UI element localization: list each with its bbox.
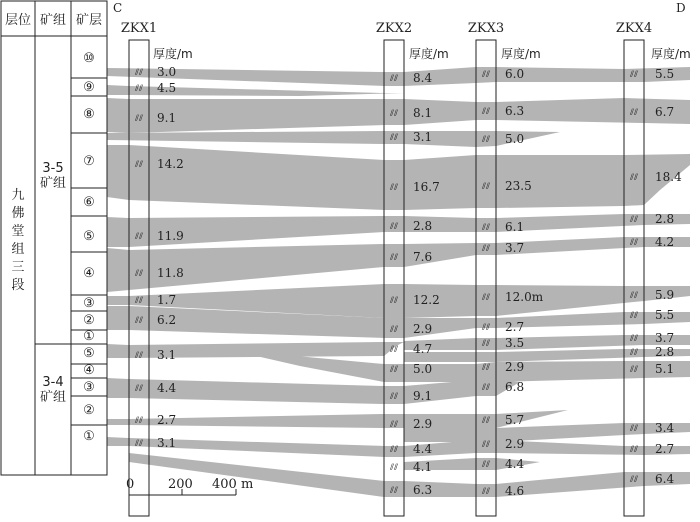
ore-layer-number: ④ <box>83 363 95 378</box>
thickness-value: 6.0 <box>505 67 525 81</box>
seam-hatch-mark: ⫽⫽ <box>389 420 399 430</box>
thickness-value: 2.7 <box>157 413 177 427</box>
thickness-value: 3.7 <box>655 331 675 345</box>
seam-hatch-mark: ⫽⫽ <box>481 244 491 254</box>
thickness-value: 6.3 <box>505 104 525 118</box>
thickness-value: 4.6 <box>505 484 525 498</box>
seam-band <box>107 131 560 147</box>
seam-hatch-mark: ⫽⫽ <box>134 232 144 242</box>
seam-hatch-mark: ⫽⫽ <box>389 133 399 143</box>
seam-band <box>404 349 690 362</box>
thickness-value: 18.4 <box>655 170 682 184</box>
ore-seams <box>107 67 690 497</box>
ore-layer-number: ③ <box>83 296 95 311</box>
seam-hatch-mark: ⫽⫽ <box>629 424 639 434</box>
seam-hatch-mark: ⫽⫽ <box>389 296 399 306</box>
seam-hatch-mark: ⫽⫽ <box>481 487 491 497</box>
thickness-value: 9.1 <box>413 389 433 403</box>
ore-layer-number: ① <box>83 429 95 444</box>
seam-hatch-mark: ⫽⫽ <box>481 416 491 426</box>
seam-hatch-mark: ⫽⫽ <box>481 182 491 192</box>
thickness-value: 4.4 <box>505 457 525 471</box>
seam-band <box>107 85 404 96</box>
scale-labels <box>126 477 253 492</box>
ore-layer-number: ② <box>83 403 95 418</box>
ore-layer-number: ⑥ <box>83 195 95 210</box>
seam-hatch-mark: ⫽⫽ <box>389 325 399 335</box>
thickness-value: 5.0 <box>505 132 525 146</box>
thickness-value: 5.1 <box>655 362 675 376</box>
thickness-header: 厚度/m <box>501 47 541 61</box>
ore-group-label: 3-5 <box>42 161 64 176</box>
thickness-header: 厚度/m <box>153 47 193 61</box>
seam-band <box>404 335 690 350</box>
seam-hatch-mark: ⫽⫽ <box>629 70 639 80</box>
formation-char: 三 <box>11 260 25 275</box>
ore-group-label: 矿组 <box>39 176 67 191</box>
seam-hatch-mark: ⫽⫽ <box>389 109 399 119</box>
thickness-value: 3.4 <box>655 421 675 435</box>
seam-band <box>107 237 690 292</box>
seam-hatch-mark: ⫽⫽ <box>481 107 491 117</box>
section-end-label: D <box>676 1 686 15</box>
thickness-value: 3.1 <box>157 348 177 362</box>
seam-hatch-mark: ⫽⫽ <box>134 68 144 78</box>
thickness-value: 2.9 <box>413 417 433 431</box>
thickness-value: 2.9 <box>505 360 525 374</box>
thickness-value: 6.1 <box>505 220 525 234</box>
seam-hatch-mark: ⫽⫽ <box>629 475 639 485</box>
seam-hatch-mark: ⫽⫽ <box>389 486 399 496</box>
thickness-value: 4.2 <box>655 235 675 249</box>
borehole <box>616 21 691 516</box>
thickness-value: 4.4 <box>157 381 177 395</box>
seam-hatch-mark: ⫽⫽ <box>481 460 491 470</box>
ore-layer-number: ⑤ <box>83 229 95 244</box>
borehole-name: ZKX4 <box>615 21 653 36</box>
header-ore-group: 矿组 <box>39 13 67 28</box>
thickness-value: 6.4 <box>655 472 675 486</box>
seam-hatch-mark: ⫽⫽ <box>134 160 144 170</box>
seam-hatch-mark: ⫽⫽ <box>481 70 491 80</box>
seam-hatch-mark: ⫽⫽ <box>629 108 639 118</box>
seam-hatch-mark: ⫽⫽ <box>389 365 399 375</box>
thickness-value: 2.8 <box>655 345 675 359</box>
thickness-header: 厚度/m <box>651 47 691 61</box>
seam-hatch-mark: ⫽⫽ <box>389 463 399 473</box>
thickness-value: 9.1 <box>157 111 177 125</box>
seam-hatch-mark: ⫽⫽ <box>134 296 144 306</box>
ore-group-label: 3-4 <box>42 375 64 390</box>
thickness-value: 6.2 <box>157 313 177 327</box>
seam-hatch-mark: ⫽⫽ <box>389 445 399 455</box>
seam-hatch-mark: ⫽⫽ <box>134 114 144 124</box>
thickness-value: 12.0m <box>505 290 544 304</box>
seam-hatch-mark: ⫽⫽ <box>629 238 639 248</box>
thickness-value: 5.5 <box>655 67 675 81</box>
seam-hatch-mark: ⫽⫽ <box>134 384 144 394</box>
seam-hatch-mark: ⫽⫽ <box>389 183 399 193</box>
thickness-value: 11.9 <box>157 229 184 243</box>
thickness-value: 14.2 <box>157 157 184 171</box>
seam-hatch-mark: ⫽⫽ <box>481 135 491 145</box>
ore-layer-number: ① <box>83 329 95 344</box>
seam-band <box>107 67 690 86</box>
seam-hatch-mark: ⫽⫽ <box>481 363 491 373</box>
thickness-value: 5.5 <box>655 308 675 322</box>
thickness-value: 23.5 <box>505 179 532 193</box>
seam-hatch-mark: ⫽⫽ <box>134 439 144 449</box>
seam-hatch-mark: ⫽⫽ <box>389 253 399 263</box>
thickness-value: 8.4 <box>413 71 433 85</box>
seam-band <box>107 145 690 210</box>
seam-hatch-mark: ⫽⫽ <box>629 311 639 321</box>
ore-group-labels <box>40 161 66 405</box>
borehole-name: ZKX1 <box>120 21 158 36</box>
ore-layer-labels <box>83 51 95 444</box>
ore-layer-number: ⑩ <box>83 51 95 66</box>
thickness-value: 2.7 <box>655 442 675 456</box>
scale-tick-0: 0 <box>126 477 135 492</box>
formation-char: 佛 <box>11 206 25 221</box>
thickness-value: 3.1 <box>157 436 177 450</box>
thickness-value: 2.7 <box>505 320 525 334</box>
ore-layer-number: ⑤ <box>83 346 95 361</box>
seam-band <box>107 437 690 457</box>
thickness-value: 4.1 <box>413 460 433 474</box>
thickness-value: 6.8 <box>505 380 525 394</box>
thickness-value: 5.9 <box>655 288 675 302</box>
seam-hatch-mark: ⫽⫽ <box>481 383 491 393</box>
borehole-name: ZKX2 <box>375 21 413 36</box>
seam-hatch-mark: ⫽⫽ <box>481 440 491 450</box>
thickness-value: 2.8 <box>655 212 675 226</box>
thickness-value: 6.3 <box>413 483 433 497</box>
ore-layer-number: ⑧ <box>83 107 95 122</box>
seam-band <box>107 410 568 428</box>
ore-layer-number: ③ <box>83 380 95 395</box>
formation-char: 段 <box>11 278 25 293</box>
thickness-value: 4.7 <box>413 342 433 356</box>
header-stratum: 层位 <box>4 13 32 28</box>
thickness-header: 厚度/m <box>409 47 449 61</box>
thickness-value: 4.4 <box>413 442 433 456</box>
thickness-value: 3.7 <box>505 241 525 255</box>
thickness-value: 2.9 <box>413 322 433 336</box>
seam-hatch-mark: ⫽⫽ <box>134 269 144 279</box>
strat-table-text <box>5 13 102 28</box>
thickness-value: 2.9 <box>505 437 525 451</box>
borehole-name: ZKX3 <box>467 21 505 36</box>
seam-hatch-mark: ⫽⫽ <box>481 293 491 303</box>
seam-hatch-mark: ⫽⫽ <box>389 345 399 355</box>
thickness-value: 2.8 <box>413 219 433 233</box>
scale-tick-200: 200 <box>168 477 193 492</box>
seam-hatch-mark: ⫽⫽ <box>389 74 399 84</box>
seam-hatch-mark: ⫽⫽ <box>134 316 144 326</box>
seam-hatch-mark: ⫽⫽ <box>629 348 639 358</box>
seam-hatch-mark: ⫽⫽ <box>134 84 144 94</box>
formation-char: 堂 <box>11 224 25 239</box>
thickness-value: 3.1 <box>413 130 433 144</box>
ore-group-label: 矿组 <box>39 390 67 405</box>
seam-hatch-mark: ⫽⫽ <box>481 223 491 233</box>
thickness-value: 7.6 <box>413 250 433 264</box>
thickness-value: 4.5 <box>157 81 177 95</box>
section-start-label: C <box>113 1 123 15</box>
seam-hatch-mark: ⫽⫽ <box>629 173 639 183</box>
header-ore-layer: 矿层 <box>75 13 103 28</box>
seam-hatch-mark: ⫽⫽ <box>134 351 144 361</box>
seam-hatch-mark: ⫽⫽ <box>629 334 639 344</box>
thickness-value: 3.0 <box>157 65 177 79</box>
seam-hatch-mark: ⫽⫽ <box>629 365 639 375</box>
thickness-value: 11.8 <box>157 266 184 280</box>
scale-tick-400: 400 m <box>212 477 254 492</box>
thickness-value: 5.0 <box>413 362 433 376</box>
thickness-value: 12.2 <box>413 293 440 307</box>
formation-char: 组 <box>11 242 25 257</box>
thickness-value: 3.5 <box>505 336 525 350</box>
ore-layer-number: ⑨ <box>83 80 95 95</box>
thickness-value: 8.1 <box>413 106 433 120</box>
seam-hatch-mark: ⫽⫽ <box>629 215 639 225</box>
seam-hatch-mark: ⫽⫽ <box>481 339 491 349</box>
formation-char: 九 <box>11 188 25 203</box>
thickness-value: 1.7 <box>157 293 177 307</box>
seam-hatch-mark: ⫽⫽ <box>481 323 491 333</box>
formation-label <box>11 187 24 293</box>
ore-layer-number: ② <box>83 313 95 328</box>
seam-hatch-mark: ⫽⫽ <box>389 392 399 402</box>
thickness-value: 6.7 <box>655 105 675 119</box>
ore-layer-number: ⑦ <box>83 154 95 169</box>
seam-hatch-mark: ⫽⫽ <box>134 416 144 426</box>
seam-hatch-mark: ⫽⫽ <box>389 222 399 232</box>
seam-band <box>107 98 690 133</box>
seam-hatch-mark: ⫽⫽ <box>629 291 639 301</box>
ore-layer-number: ④ <box>83 266 95 281</box>
thickness-value: 5.7 <box>505 413 525 427</box>
seam-hatch-mark: ⫽⫽ <box>629 445 639 455</box>
thickness-value: 16.7 <box>413 180 440 194</box>
